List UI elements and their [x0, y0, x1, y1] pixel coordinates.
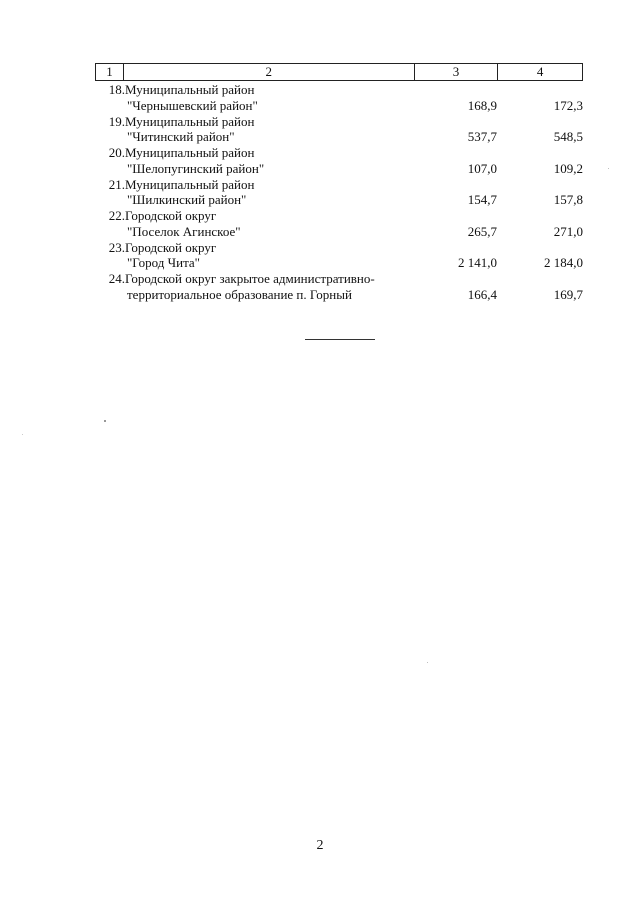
row-name — [125, 114, 415, 145]
row-value-col4: 172,3 — [553, 97, 583, 113]
row-name-line2: "Чернышевский район" — [127, 97, 258, 113]
header-col-2: 2 — [124, 64, 415, 80]
scan-speck — [104, 420, 106, 422]
row-name — [125, 82, 415, 113]
header-col-3: 3 — [415, 64, 499, 80]
row-name-line1: Городской округ — [125, 208, 217, 223]
row-name-line1: Муниципальный район — [125, 145, 255, 160]
row-name-line2: "Шелопугинский район" — [127, 160, 265, 176]
row-value-col3: 2 141,0 — [458, 255, 497, 271]
row-number: 23. — [108, 239, 125, 255]
row-number: 19. — [108, 113, 125, 129]
row-value-col3: 166,4 — [467, 286, 497, 302]
end-rule — [305, 339, 375, 340]
row-name-line1: Городской округ закрытое административно- — [125, 271, 375, 286]
row-value-col3: 537,7 — [467, 129, 497, 145]
row-value-col4: 548,5 — [553, 129, 583, 145]
row-number: 18. — [108, 82, 125, 97]
row-name-line1: Муниципальный район — [125, 176, 255, 192]
scan-speck — [427, 662, 428, 663]
row-value-col3: 168,9 — [467, 97, 497, 113]
row-name-line2: "Поселок Агинское" — [127, 223, 241, 239]
row-value-col4: 109,2 — [553, 160, 583, 176]
row-value-col4: 2 184,0 — [544, 255, 583, 271]
row-number: 22. — [108, 208, 125, 223]
header-col-4: 4 — [536, 64, 544, 79]
row-value-col4: 169,7 — [553, 286, 583, 302]
row-name-line2: "Читинский район" — [127, 129, 235, 145]
table-body — [95, 82, 583, 303]
row-name-line2: "Город Чита" — [127, 255, 200, 271]
table-row — [95, 145, 583, 177]
table-row — [95, 177, 583, 209]
row-value-col3: 107,0 — [467, 160, 497, 176]
page-number: 2 — [316, 838, 324, 853]
scan-speck — [608, 168, 609, 169]
header-col-1: 1 — [96, 64, 124, 80]
row-value-col3: 154,7 — [467, 192, 497, 208]
row-number: 21. — [108, 176, 125, 192]
table-row — [95, 271, 583, 303]
row-name — [125, 208, 415, 239]
row-name — [125, 177, 415, 208]
table-header — [95, 63, 583, 81]
row-value-col4: 157,8 — [553, 192, 583, 208]
table-row — [95, 208, 583, 240]
row-name-line1: Городской округ — [125, 239, 217, 255]
row-name — [125, 145, 415, 176]
table-row — [95, 114, 583, 146]
row-name-line2: территориальное образование п. Горный — [127, 286, 352, 302]
row-number: 24. — [108, 271, 125, 286]
scan-speck — [22, 434, 23, 435]
table-row — [95, 82, 583, 114]
row-value-col4: 271,0 — [553, 223, 583, 239]
table-row — [95, 240, 583, 272]
row-number: 20. — [108, 145, 125, 160]
row-name-line1: Муниципальный район — [125, 82, 255, 97]
row-name-line1: Муниципальный район — [125, 113, 255, 129]
row-name-line2: "Шилкинский район" — [127, 192, 247, 208]
row-name — [125, 271, 415, 302]
row-value-col3: 265,7 — [467, 223, 497, 239]
row-name — [125, 240, 415, 271]
